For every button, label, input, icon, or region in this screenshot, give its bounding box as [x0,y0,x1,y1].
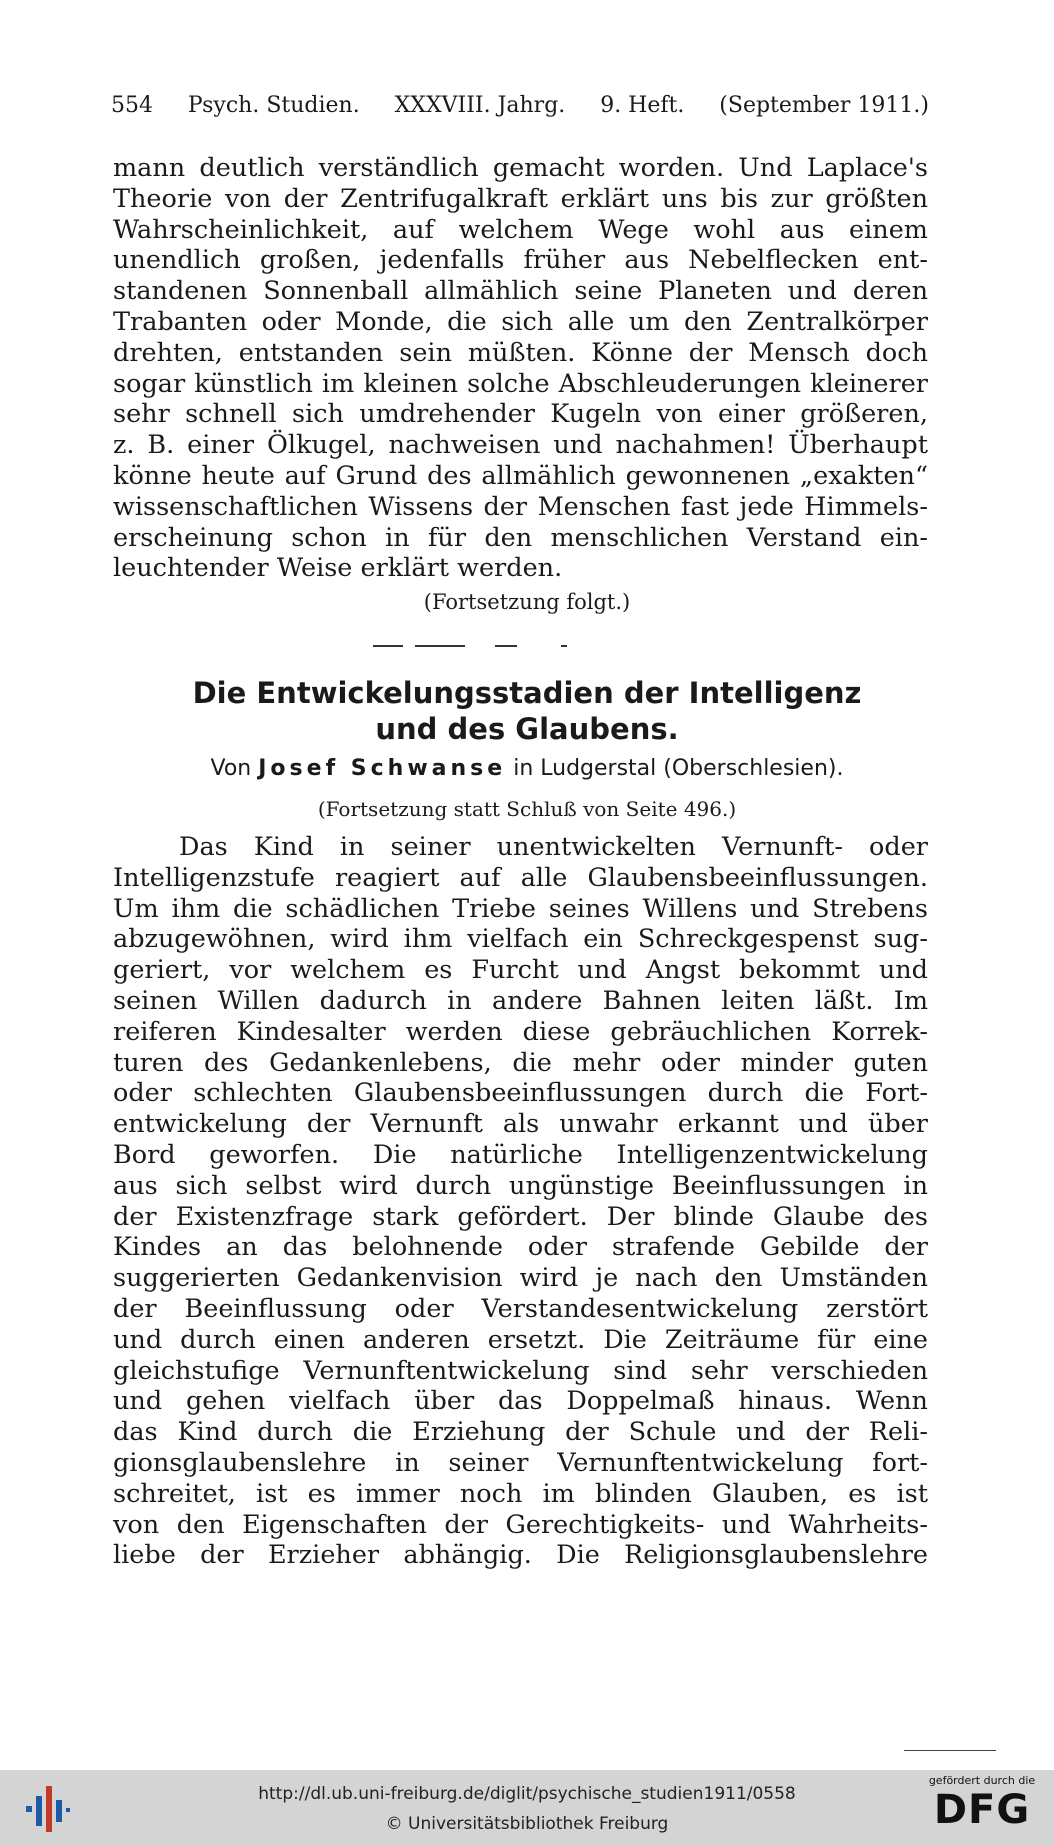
text-line: Theorie von der Zentrifugalkraft erklärt uns bis zur größten [113,183,928,214]
text-line: seinen Willen dadurch in andere Bahnen leiten läßt. Im [113,985,928,1016]
text-line: von den Eigenschaften der Gerechtigkeits- und Wahrheits- [113,1509,928,1540]
text-line: geriert, vor welchem es Furcht und Angst bekommt und [113,955,928,986]
page-bottom-rule [904,1750,996,1751]
text-line: unendlich großen, jedenfalls früher aus Nebelflecken ent- [113,245,928,276]
section-divider [415,645,465,647]
text-line: wissenschaftlichen Wissens der Menschen fast jede Himmels- [113,491,928,522]
permalink[interactable]: http://dl.ub.uni-freiburg.de/diglit/psychische_studien1911/0558 [258,1784,796,1804]
text-line: abzugewöhnen, wird ihm vielfach ein Schreckgespenst sug- [113,924,928,955]
text-line: der Existenzfrage stark gefördert. Der blinde Glaube des [113,1201,928,1232]
funder-badge [924,1774,1040,1833]
text-line: Um ihm die schädlichen Triebe seines Willens und Strebens [113,893,928,924]
issue-date: (September 1911.) [719,93,929,118]
author-name: Josef Schwanse [258,756,507,781]
text-line: oder schlechten Glaubensbeeinflussungen durch die Fort- [113,1078,928,1109]
article-title-continued: und des Glaubens. [375,712,679,746]
article-title: Die Entwickelungsstadien der Intelligenz [192,676,862,710]
text-line: drehten, entstanden sein müßten. Könne der Mensch doch [113,337,928,368]
text-line: Kindes an das belohnende oder strafende Gebilde der [113,1232,928,1263]
text-line: sogar künstlich im kleinen solche Abschleuderungen kleinerer [113,368,928,399]
text-line: der Beeinflussung oder Verstandesentwickelung zerstört [113,1293,928,1324]
page-number: 554 [111,93,153,118]
text-line: schreitet, ist es immer noch im blinden Glauben, es ist [113,1478,928,1509]
text-line: Wahrscheinlichkeit, auf welchem Wege wohl aus einem [113,214,928,245]
text-line: sehr schnell sich umdrehender Kugeln von einer größeren, [113,399,928,430]
text-line: Trabanten oder Monde, die sich alle um den Zentralkörper [113,306,928,337]
section-divider [373,645,403,647]
text-line: und durch einen anderen ersetzt. Die Zeiträume für eine [113,1324,928,1355]
text-line: Bord geworfen. Die natürliche Intelligenzentwickelung [113,1139,928,1170]
section-divider [495,645,517,647]
previous-article-text [113,153,928,584]
text-line: liebe der Erzieher abhängig. Die Religionsglaubenslehre [113,1540,928,1571]
text-line: Das Kind in seiner unentwickelten Vernunft- oder [179,832,928,862]
issue-label: 9. Heft. [600,93,685,118]
section-divider [561,645,567,647]
copyright-notice: © Universitätsbibliothek Freiburg [385,1814,669,1834]
text-line: gleichstufige Vernunftentwickelung sind sehr verschieden [113,1355,928,1386]
continuation-note: (Fortsetzung statt Schluß von Seite 496.) [317,797,737,821]
author-location: in Ludgerstal (Oberschlesien). [513,756,844,781]
text-line: turen des Gedankenlebens, die mehr oder minder guten [113,1047,928,1078]
text-line: aus sich selbst wird durch ungünstige Beeinflussungen in [113,1170,928,1201]
viewer-footer [0,1770,1054,1846]
text-line: leuchtender Weise erklärt werden. [113,553,563,584]
journal-title: Psych. Studien. [187,93,360,118]
volume-label: XXXVIII. Jahrg. [394,93,566,118]
article-body [113,832,928,1571]
funder-label: gefördert durch die [928,1774,1036,1787]
byline [0,756,1054,781]
text-line: mann deutlich verständlich gemacht worden. Und Laplace's [113,153,928,183]
text-line: gionsglaubenslehre in seiner Vernunftentwickelung fort- [113,1447,928,1478]
text-line: Intelligenzstufe reagiert auf alle Glaubensbeeinflussungen. [113,862,928,893]
text-line: standenen Sonnenball allmählich seine Planeten und deren [113,276,928,307]
dfg-logo: DFG [933,1787,1031,1833]
byline-prefix: Von [210,756,252,781]
running-header [111,93,929,118]
text-line: erscheinung schon in für den menschlichen Verstand ein- [113,522,928,553]
to-be-continued-note: (Fortsetzung folgt.) [423,590,631,614]
text-line: das Kind durch die Erziehung der Schule und der Reli- [113,1417,928,1448]
text-line: suggerierten Gedankenvision wird je nach den Umständen [113,1263,928,1294]
text-line: entwickelung der Vernunft als unwahr erkannt und über [113,1109,928,1140]
text-line: und gehen vielfach über das Doppelmaß hinaus. Wenn [113,1386,928,1417]
text-line: reiferen Kindesalter werden diese gebräuchlichen Korrek- [113,1016,928,1047]
text-line: z. B. einer Ölkugel, nachweisen und nachahmen! Überhaupt [113,430,928,461]
text-line: könne heute auf Grund des allmählich gewonnenen „exakten“ [113,460,928,491]
